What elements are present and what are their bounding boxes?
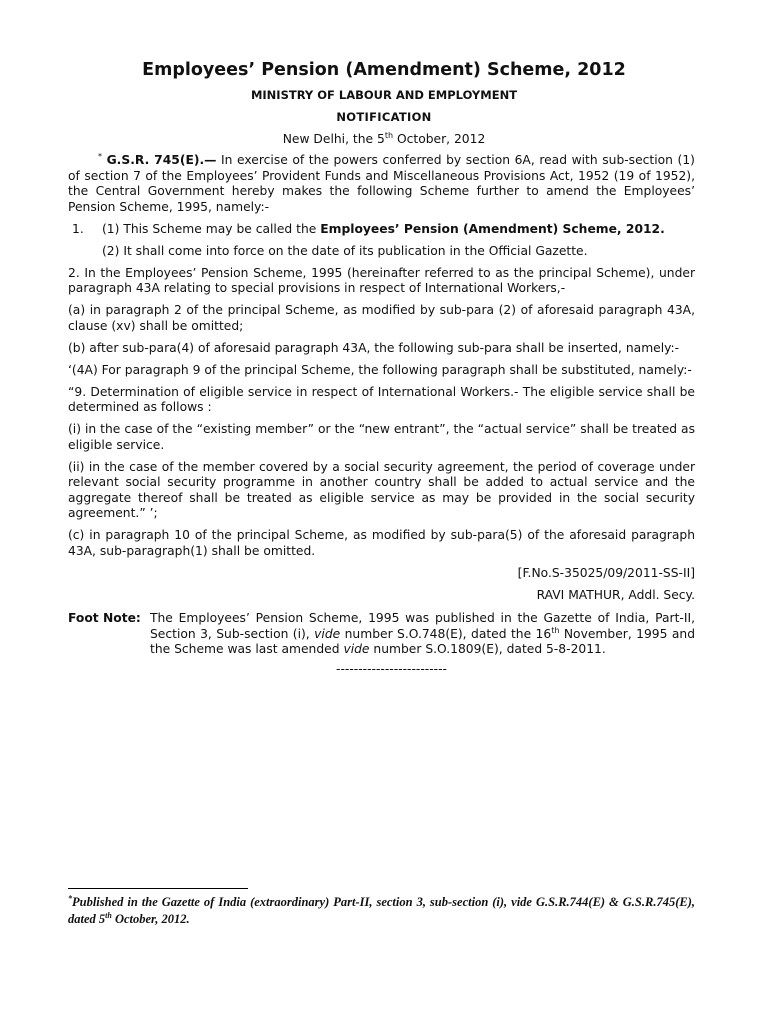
notification-heading: NOTIFICATION: [336, 110, 432, 124]
signatory: RAVI MATHUR, Addl. Secy.: [536, 587, 695, 602]
footnote-rule: [68, 888, 248, 889]
sub-para-4a: ‘(4A) For paragraph 9 of the principal Scheme, the following paragraph shall be substituted, namely:-: [68, 362, 692, 377]
clause-a: (a) in paragraph 2 of the principal Scheme, as modified by sub-para (2) of aforesaid paragraph 43A, clause (xv) shall be omitted;: [68, 303, 695, 333]
foot-note-text: [150, 611, 695, 658]
clause-b: (b) after sub-para(4) of aforesaid paragraph 43A, the following sub-para shall be inserted, namely:-: [68, 340, 680, 355]
paragraph-1-text: (1) This Scheme may be called the: [102, 221, 321, 236]
foot-note-vide-2: vide: [343, 642, 370, 656]
ministry-heading: MINISTRY OF LABOUR AND EMPLOYMENT: [250, 88, 518, 102]
foot-note-vide-1: vide: [314, 626, 341, 641]
publication-note: [68, 894, 695, 928]
preamble-marker: *: [98, 151, 102, 161]
paragraph-2-intro: 2. In the Employees’ Pension Scheme, 1995 (hereinafter referred to as the principal Scheme), under paragraph 43A relating to special provisions in respect of International Workers,-: [68, 265, 695, 295]
foot-note-sup: th: [551, 625, 560, 635]
preamble-paragraph: [68, 153, 695, 215]
paragraph-1-sub-2: (2) It shall come into force on the date of its publication in the Official Gazette.: [102, 243, 588, 258]
dateline-prefix: New Delhi, the 5: [282, 132, 385, 146]
foot-note-text-4: number S.O.1809(E), dated 5-8-2011.: [369, 642, 606, 656]
dateline: [0, 132, 768, 146]
preamble-text: In exercise of the powers conferred by section 6A, read with sub-section (1) of section 7 of the Employees’ Provident Funds and Miscellaneous Provisions Act, 1952 (19 of 1952), the Central Government hereby makes the following Scheme further to amend the Employees’ Pension Scheme, 1995, namely:-: [68, 153, 695, 214]
foot-note-text-3: November, 1995 and the Scheme was last amended: [150, 626, 695, 656]
foot-note-text-1: The Employees’ Pension Scheme, 1995 was published in the Gazette of India, Part-II, Section 3, Sub-section (i),: [150, 611, 695, 641]
file-number: [F.No.S-35025/09/2011-SS-II]: [517, 565, 695, 580]
publication-sup: th: [105, 910, 112, 920]
publication-marker: *: [68, 893, 72, 903]
dateline-suffix: October, 2012: [393, 132, 486, 146]
clause-c: (c) in paragraph 10 of the principal Scheme, as modified by sub-para(5) of the aforesaid paragraph 43A, sub-paragraph(1) shall be omitted.: [68, 528, 695, 558]
gsr-number: G.S.R. 745(E).: [106, 153, 205, 167]
document-body: [68, 153, 695, 677]
foot-note: [68, 611, 695, 658]
scheme-name: Employees’ Pension (Amendment) Scheme, 2012.: [320, 221, 665, 236]
paragraph-1: [68, 222, 695, 238]
publication-text-1: Published in the Gazette of India (extraordinary) Part-II, section 3, sub-section (i), vide G.S.R.744(E) & G.S.R.745(E), dated 5: [68, 895, 695, 926]
document-title: Employees’ Pension (Amendment) Scheme, 2012: [142, 60, 626, 80]
dash-separator: -------------------------: [336, 661, 447, 676]
clause-ii: (ii) in the case of the member covered by a social security agreement, the period of coverage under relevant social security programme in another country shall be added to actual service and the aggregate thereof shall be treated as eligible service as may be provided in the social security agreement.” ’;: [68, 459, 695, 520]
dateline-sup: th: [384, 130, 394, 140]
paragraph-1-number: 1.: [72, 221, 84, 236]
paragraph-9: “9. Determination of eligible service in respect of International Workers.- The eligible service shall be determined as follows :: [68, 384, 695, 414]
gsr-dash: —: [204, 153, 217, 167]
clause-i: (i) in the case of the “existing member” or the “new entrant”, the “actual service” shall be treated as eligible service.: [68, 422, 695, 452]
publication-text-2: October, 2012.: [111, 912, 190, 926]
foot-note-text-2: number S.O.748(E), dated the 16: [340, 626, 552, 641]
foot-note-label: Foot Note:: [68, 611, 141, 625]
